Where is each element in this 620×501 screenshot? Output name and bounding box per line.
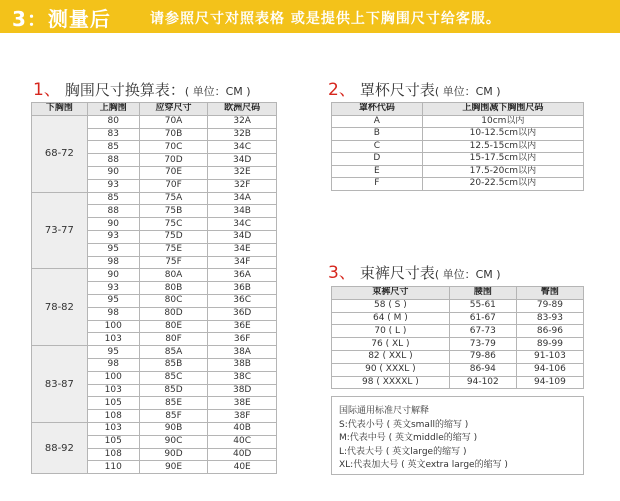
table-cell: 82 ( XXL ) [332, 350, 450, 363]
table-cell: 85C [139, 371, 208, 384]
pants-table-number: 3、 [328, 263, 356, 283]
table-cell: 38C [208, 371, 277, 384]
column-header: 下胸围 [32, 103, 88, 116]
table-cell: 38F [208, 410, 277, 423]
table-cell: 93 [87, 230, 139, 243]
table-cell: 20-22.5cm以内 [422, 178, 583, 191]
table-cell: A [332, 115, 423, 128]
table-cell: 98 [87, 307, 139, 320]
table-cell: 108 [87, 448, 139, 461]
table-cell: 36A [208, 269, 277, 282]
table-row [32, 422, 277, 435]
table-cell: 36D [208, 307, 277, 320]
pants-size-table [331, 286, 584, 389]
size-notes [331, 396, 584, 475]
table-cell: 103 [87, 333, 139, 346]
table-cell: 61-67 [449, 312, 516, 325]
table-cell: 10cm以内 [422, 115, 583, 128]
table-cell: 90E [139, 461, 208, 474]
table-cell: 103 [87, 422, 139, 435]
column-header: 腰围 [449, 287, 516, 300]
table-cell: 80A [139, 269, 208, 282]
table-cell: 40C [208, 435, 277, 448]
table-cell: 12.5-15cm以内 [422, 140, 583, 153]
table-cell: 89-99 [516, 338, 583, 351]
table-cell: 80 [87, 115, 139, 128]
table-cell: 80C [139, 294, 208, 307]
table-row [332, 350, 584, 363]
table-cell: 36F [208, 333, 277, 346]
table-header-row [332, 287, 584, 300]
table-cell: 17.5-20cm以内 [422, 165, 583, 178]
table-row [332, 363, 584, 376]
table-cell: 70D [139, 154, 208, 167]
section-subtitle: 请参照尺寸对照表格 或是提供上下胸围尺寸给客服。 [150, 11, 501, 27]
table-cell: 32E [208, 166, 277, 179]
table-cell: 100 [87, 371, 139, 384]
under-bust-cell: 68-72 [32, 115, 88, 192]
cup-table-heading [328, 75, 501, 100]
table-cell: 80B [139, 282, 208, 295]
table-cell: 98 ( XXXXL ) [332, 376, 450, 389]
note-line: L:代表大号 ( 英文large的缩写 ) [339, 446, 467, 457]
chest-table-unit: ( 单位：CM ) [184, 85, 251, 98]
table-cell: 70F [139, 179, 208, 192]
table-cell: 34D [208, 154, 277, 167]
table-cell: 38B [208, 358, 277, 371]
cup-table-unit: ( 单位：CM ) [434, 85, 501, 98]
table-cell: 86-94 [449, 363, 516, 376]
note-line: M:代表中号 ( 英文middle的缩写 ) [339, 433, 478, 443]
table-cell: 80F [139, 333, 208, 346]
table-cell: 36E [208, 320, 277, 333]
table-row [332, 178, 584, 191]
under-bust-cell: 83-87 [32, 346, 88, 423]
table-cell: 67-73 [449, 325, 516, 338]
chest-table-heading [33, 75, 251, 100]
note-line: 国际通用标准尺寸解释 [339, 406, 430, 416]
table-cell: 95 [87, 346, 139, 359]
table-cell: 90 [87, 166, 139, 179]
table-row [332, 338, 584, 351]
table-cell: 70B [139, 128, 208, 141]
table-cell: 86-96 [516, 325, 583, 338]
cup-table-title: 罩杯尺寸表 [359, 81, 435, 99]
table-cell: 40E [208, 461, 277, 474]
table-cell: 75A [139, 192, 208, 205]
table-cell: 34C [208, 218, 277, 231]
table-cell: 88 [87, 205, 139, 218]
table-row [332, 376, 584, 389]
table-cell: 75F [139, 256, 208, 269]
table-cell: 108 [87, 410, 139, 423]
chest-table-title: 胸围尺寸换算表： [64, 81, 185, 99]
table-cell: 76 ( XL ) [332, 338, 450, 351]
table-cell: 70C [139, 141, 208, 154]
table-cell: 95 [87, 294, 139, 307]
table-cell: 55-61 [449, 299, 516, 312]
table-row [332, 165, 584, 178]
chest-size-table [31, 102, 277, 474]
table-cell: 90C [139, 435, 208, 448]
column-header: 上胸围 [87, 103, 139, 116]
table-cell: 36C [208, 294, 277, 307]
table-cell: 64 ( M ) [332, 312, 450, 325]
column-header: 上胸围减下胸围尺码 [422, 103, 583, 116]
table-cell: 70 ( L ) [332, 325, 450, 338]
table-cell: E [332, 165, 423, 178]
table-cell: 80D [139, 307, 208, 320]
table-header-row [332, 103, 584, 116]
note-line: S:代表小号 ( 英文small的缩写 ) [339, 419, 469, 430]
table-cell: 79-89 [516, 299, 583, 312]
section-title: 3：测量后 [12, 7, 111, 31]
table-cell: B [332, 128, 423, 141]
table-cell: 98 [87, 256, 139, 269]
table-cell: 90B [139, 422, 208, 435]
pants-table-unit: ( 单位：CM ) [434, 268, 501, 281]
table-row [32, 346, 277, 359]
table-row [332, 325, 584, 338]
column-header: 束裤尺寸 [332, 287, 450, 300]
table-cell: 10-12.5cm以内 [422, 128, 583, 141]
table-cell: 32F [208, 179, 277, 192]
table-cell: 91-103 [516, 350, 583, 363]
table-cell: 90 [87, 218, 139, 231]
under-bust-cell: 88-92 [32, 422, 88, 473]
table-cell: 98 [87, 358, 139, 371]
table-row [332, 312, 584, 325]
table-cell: 75C [139, 218, 208, 231]
table-cell: 34A [208, 192, 277, 205]
table-cell: 15-17.5cm以内 [422, 153, 583, 166]
table-row [332, 115, 584, 128]
cup-size-table [331, 102, 584, 191]
table-cell: 103 [87, 384, 139, 397]
cup-table-number: 2、 [328, 80, 356, 100]
table-cell: 40D [208, 448, 277, 461]
table-cell: 34D [208, 230, 277, 243]
pants-table-title: 束裤尺寸表 [359, 264, 435, 282]
table-cell: 93 [87, 282, 139, 295]
table-header-row [32, 103, 277, 116]
table-cell: 75D [139, 230, 208, 243]
table-row [332, 299, 584, 312]
table-cell: 83-93 [516, 312, 583, 325]
table-row [332, 128, 584, 141]
table-cell: 34F [208, 256, 277, 269]
table-cell: 75B [139, 205, 208, 218]
table-cell: 95 [87, 243, 139, 256]
table-cell: 93 [87, 179, 139, 192]
table-cell: 90 [87, 269, 139, 282]
under-bust-cell: 78-82 [32, 269, 88, 346]
table-cell: 34E [208, 243, 277, 256]
table-row [32, 269, 277, 282]
table-cell: 88 [87, 154, 139, 167]
table-cell: 40B [208, 422, 277, 435]
table-cell: 73-79 [449, 338, 516, 351]
table-cell: 105 [87, 397, 139, 410]
column-header: 罩杯代码 [332, 103, 423, 116]
chest-table-number: 1、 [33, 80, 61, 100]
table-cell: 38D [208, 384, 277, 397]
table-cell: 75E [139, 243, 208, 256]
table-cell: 94-102 [449, 376, 516, 389]
table-cell: 70A [139, 115, 208, 128]
column-header: 臀围 [516, 287, 583, 300]
table-cell: F [332, 178, 423, 191]
table-cell: 36B [208, 282, 277, 295]
table-cell: 85E [139, 397, 208, 410]
table-cell: 110 [87, 461, 139, 474]
table-cell: 38E [208, 397, 277, 410]
under-bust-cell: 73-77 [32, 192, 88, 269]
table-cell: 94-109 [516, 376, 583, 389]
table-cell: 34B [208, 205, 277, 218]
table-row [32, 115, 277, 128]
table-cell: 38A [208, 346, 277, 359]
table-row [332, 140, 584, 153]
table-cell: 105 [87, 435, 139, 448]
table-cell: 90D [139, 448, 208, 461]
table-cell: 85A [139, 346, 208, 359]
table-cell: 85D [139, 384, 208, 397]
table-cell: 85 [87, 192, 139, 205]
column-header: 应穿尺寸 [139, 103, 208, 116]
table-cell: 34C [208, 141, 277, 154]
table-cell: 100 [87, 320, 139, 333]
table-row [332, 153, 584, 166]
column-header: 欧洲尺码 [208, 103, 277, 116]
note-line: XL:代表加大号 ( 英文extra large的缩写 ) [339, 460, 508, 470]
table-cell: C [332, 140, 423, 153]
pants-table-heading [328, 258, 501, 283]
table-cell: 70E [139, 166, 208, 179]
table-cell: 32A [208, 115, 277, 128]
table-cell: 80E [139, 320, 208, 333]
table-cell: 90 ( XXXL ) [332, 363, 450, 376]
table-cell: 85F [139, 410, 208, 423]
table-cell: 58 ( S ) [332, 299, 450, 312]
table-row [32, 192, 277, 205]
table-cell: 83 [87, 128, 139, 141]
table-cell: 32B [208, 128, 277, 141]
table-cell: 94-106 [516, 363, 583, 376]
table-cell: 85 [87, 141, 139, 154]
table-cell: 85B [139, 358, 208, 371]
table-cell: D [332, 153, 423, 166]
section-banner [0, 0, 620, 33]
table-cell: 79-86 [449, 350, 516, 363]
